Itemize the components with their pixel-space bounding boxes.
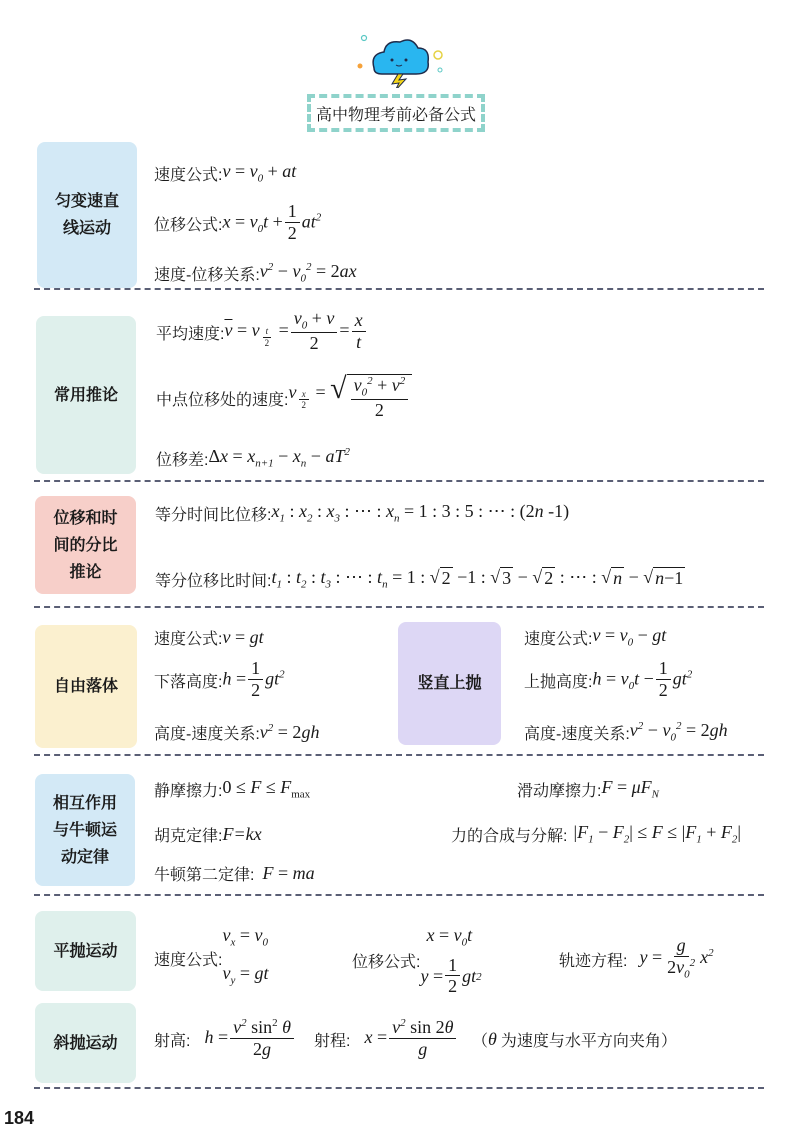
trajectory-equation-formula	[559, 935, 714, 983]
section-divider	[34, 1087, 764, 1089]
formula-label: 下落高度:	[154, 673, 223, 691]
label-line: 相互作用	[52, 794, 117, 812]
theta-symbol: θ	[488, 1028, 497, 1049]
force-composition-formula	[451, 821, 741, 847]
page-title	[307, 94, 485, 132]
label-line: 动定律	[60, 848, 109, 866]
static-friction-formula	[154, 776, 310, 802]
formula-label: 高度-速度关系:	[154, 725, 260, 743]
midpoint-velocity-formula	[156, 370, 412, 426]
label-line: 间的分比	[53, 536, 118, 554]
equal-time-ratio-formula	[155, 500, 569, 526]
vertical-height-velocity-formula	[524, 719, 728, 745]
oblique-angle-note	[472, 1026, 677, 1052]
formula: $v^2 = 2gh$	[259, 721, 320, 742]
label-line: 常用推论	[53, 386, 118, 404]
formula: $v^2 - v_0^2 = 2gh$	[629, 720, 728, 744]
formula-label: 上抛高度:	[524, 673, 593, 691]
projectile-displacement-formula	[352, 920, 482, 1000]
freefall-velocity-formula	[154, 624, 264, 650]
freefall-height-velocity-formula	[154, 719, 319, 745]
formula-label: 速度公式:	[154, 951, 223, 969]
equal-displacement-ratio-formula	[155, 565, 685, 593]
formula-label: 中点位移处的速度:	[156, 391, 289, 409]
section-ratio-label	[35, 496, 136, 594]
section-divider	[34, 480, 764, 482]
label-line: 位移和时	[53, 509, 118, 527]
formula: v $_{\frac{x}{2}}$ = √ $\frac{v_0^2 + v^2}{2}$	[288, 374, 412, 421]
formula: $x_1$ : $x_2$ : $x_3$ : ⋯ : $x_n = 1$ : 3 : 5 : ⋯ : (2n -1)	[271, 501, 570, 525]
formula: y = $\frac{g}{2v_0^2}$ $x^2$	[639, 935, 714, 981]
formula: F = ma	[262, 862, 315, 883]
formula-label: 高度-速度关系:	[524, 725, 630, 743]
uniform-displacement-formula	[154, 202, 321, 244]
label-line: 推论	[69, 563, 102, 581]
formula-label: 位移公式:	[352, 953, 421, 971]
vertical-velocity-formula	[524, 624, 666, 650]
average-velocity-formula	[156, 310, 368, 354]
formula: $t_1$ : $t_2$ : $t_3$ : ⋯ : $t_n = 1$ : √ 2 −1 : √ 3 − √ 2 : ⋯ : √ n − √ n−1	[271, 567, 684, 591]
formula-label: 等分时间比位移:	[155, 506, 272, 524]
formula-label: 平均速度:	[156, 325, 225, 343]
section-divider	[34, 754, 764, 756]
formula: $\Delta x = x_{n+1} - x_n - aT^2$	[208, 446, 350, 470]
displacement-difference-formula	[156, 445, 350, 471]
formula-label: 射程:	[314, 1032, 351, 1050]
formula: $h = v_0t$ − $\frac{1}{2}$ $gt^2$	[592, 657, 693, 700]
formula: $v^2 - v_0^2 = 2ax$	[259, 261, 357, 285]
formula-label: 轨迹方程:	[559, 952, 628, 970]
formula: h = $\frac{1}{2}$ $gt^2$	[222, 657, 285, 700]
uniform-velocity-displacement-formula	[154, 260, 357, 286]
label-line: 线运动	[62, 220, 111, 237]
cloud-lightning-icon	[352, 30, 448, 92]
label-line: 竖直上抛	[417, 675, 482, 692]
formula-label: 位移公式:	[154, 216, 223, 234]
formula: $v_x = v_0$ $v_y$ = gt	[222, 925, 269, 987]
formula: F=kx	[222, 823, 262, 844]
formula-label: 速度公式:	[154, 166, 223, 184]
section-newton-label	[35, 774, 135, 886]
section-divider	[34, 894, 764, 896]
label-line: 平抛运动	[53, 942, 118, 960]
formula: $v = v_0$ + at	[222, 161, 297, 185]
sliding-friction-formula	[517, 776, 659, 802]
oblique-range-formula	[314, 1014, 458, 1064]
note-text: 为速度与水平方向夹角）	[500, 1032, 677, 1050]
uniform-velocity-formula	[154, 160, 296, 186]
formula: x = $\frac{v^2 \sin 2\theta}{g}$	[364, 1017, 458, 1060]
formula: h = $\frac{v^2 \sin^2 \theta}{2g}$	[204, 1017, 296, 1060]
section-oblique-projectile-label	[35, 1003, 136, 1083]
formula: $F = \mu F_N$	[601, 777, 659, 801]
section-freefall-label	[35, 625, 137, 748]
formula: $x = v_0t$ y = $\frac{1}{2}$ gt 2	[420, 925, 482, 997]
formula-label: 位移差:	[156, 451, 209, 469]
vertical-height-formula	[524, 658, 692, 702]
oblique-max-height-formula	[154, 1014, 296, 1064]
formula-label: 等分位移比时间:	[155, 572, 272, 590]
page-number	[4, 1108, 34, 1129]
section-divider	[34, 288, 764, 290]
formula-label: 静摩擦力:	[154, 782, 223, 800]
hooke-law-formula	[154, 821, 262, 847]
page-number-text: 184	[4, 1108, 35, 1128]
formula-label: 射高:	[154, 1032, 191, 1050]
label-line: 与牛顿运	[52, 821, 117, 839]
projectile-velocity-formula	[154, 925, 269, 988]
formula-label: 胡克定律:	[154, 827, 223, 845]
formula: $v = v_0$ − gt	[592, 625, 667, 649]
label-line: 自由落体	[53, 678, 118, 695]
page-title-text: 高中物理考前必备公式	[315, 106, 476, 124]
section-vertical-throw-label	[398, 622, 501, 745]
section-divider	[34, 606, 764, 608]
formula-label: 速度公式:	[154, 630, 223, 648]
formula: $0 \le F \le F_{max}$	[222, 777, 311, 801]
freefall-height-formula	[154, 658, 285, 702]
label-line: 匀变速直	[54, 193, 119, 210]
newton-second-law-formula	[154, 860, 315, 886]
formula-label: 滑动摩擦力:	[517, 782, 602, 800]
formula-label: 速度-位移关系:	[154, 266, 260, 284]
formula: v = gt	[222, 626, 264, 647]
formula: $|F_1 - F_2| \le F \le |F_1 + F_2|$	[573, 822, 741, 846]
formula-label: 速度公式:	[524, 630, 593, 648]
section-uniform-motion-label	[37, 142, 137, 288]
section-corollary-label	[36, 316, 136, 474]
note-paren: （	[472, 1032, 489, 1050]
formula-label: 牛顿第二定律:	[154, 866, 255, 884]
section-horizontal-projectile-label	[35, 911, 136, 991]
formula: $x = v_0t$ + $\frac{1}{2}$ $at^2$	[222, 200, 322, 243]
formula-label: 力的合成与分解:	[451, 827, 568, 845]
label-line: 斜抛运动	[53, 1034, 118, 1052]
formula: $\overline{v} = v$ $_{\frac{t}{2}}$ = $\frac{v_0 + v}{2}$ = $\frac{x}{t}$	[224, 309, 367, 354]
